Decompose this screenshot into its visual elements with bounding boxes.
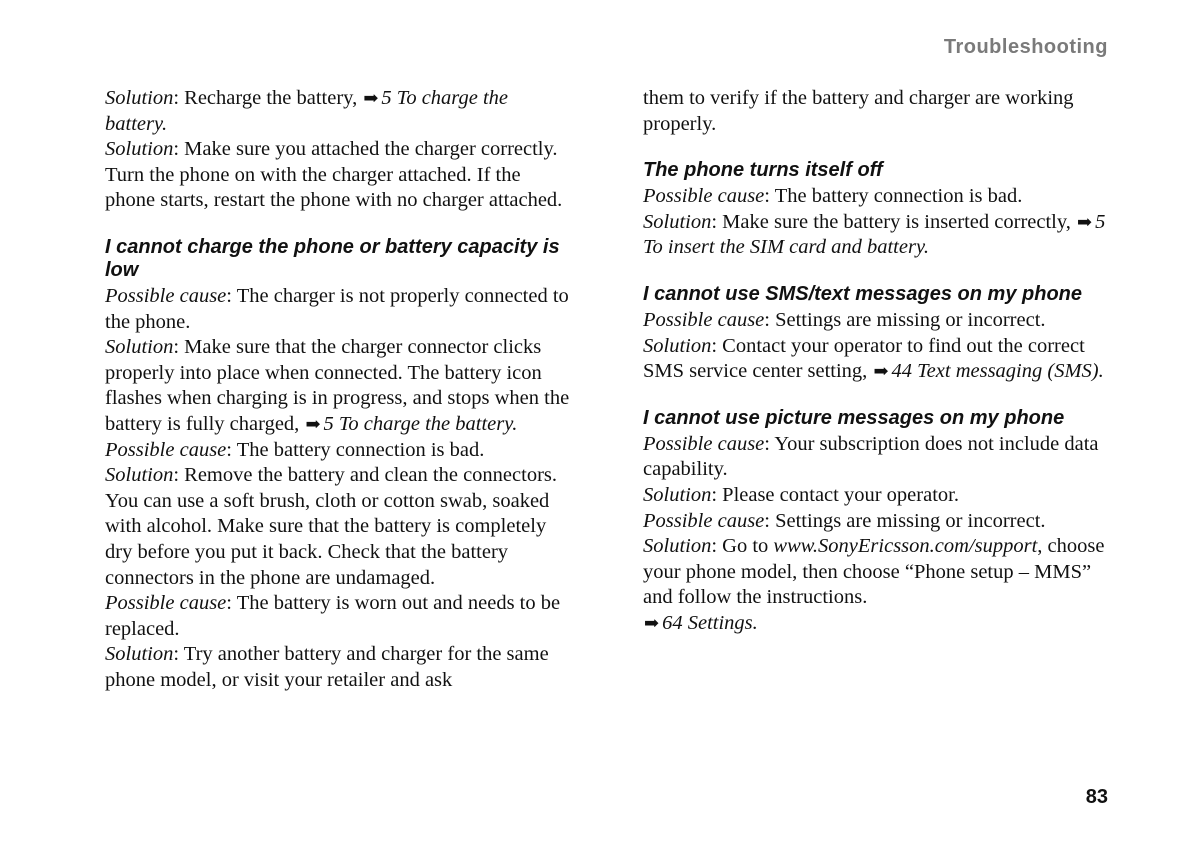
cause-paragraph — [643, 184, 1111, 210]
label: Solution — [643, 535, 712, 558]
body-text: : Please contact your operator. — [711, 483, 959, 506]
punctuation: . — [752, 611, 758, 634]
body-text: : The battery connection is bad. — [226, 438, 485, 461]
body-text: : Recharge the battery, — [173, 87, 363, 109]
continued-paragraph: them to verify if the battery and charger are working properly. — [643, 87, 1074, 135]
body-text: : Make sure that the charger connector clicks properly into place when connected. The battery icon flashes when charging is in progress, and stops when the battery is fully charged, — [105, 336, 570, 435]
section-heading: I cannot charge the phone or battery capacity is low — [105, 235, 560, 281]
section-heading: I cannot use picture messages on my phone — [643, 406, 1065, 429]
section-heading: I cannot use SMS/text messages on my phone — [643, 282, 1083, 305]
cause-paragraph — [643, 308, 1111, 334]
cross-reference[interactable]: 64 Settings — [662, 611, 753, 634]
label: Possible cause — [105, 284, 227, 307]
solution-paragraph — [643, 483, 1111, 509]
cross-reference[interactable]: 44 Text messaging (SMS) — [891, 360, 1099, 383]
label: Solution — [105, 643, 174, 666]
label: Solution — [643, 483, 712, 506]
solution-paragraph — [105, 86, 573, 137]
cause-paragraph — [105, 438, 573, 464]
page-number: 83 — [1085, 786, 1108, 808]
body-text: : Contact your operator to find out the correct SMS service center setting, — [643, 334, 1085, 383]
body-text: : Make sure the battery is inserted correctly, — [711, 210, 1077, 233]
solution-paragraph — [105, 335, 573, 437]
label: Possible cause — [643, 308, 765, 331]
section-heading: The phone turns itself off — [643, 159, 883, 182]
body-text: : Go to — [711, 535, 774, 558]
cross-reference[interactable]: 5 To charge the battery — [323, 412, 513, 435]
support-url-link[interactable]: www.SonyEricsson.com/support — [773, 535, 1038, 558]
cause-paragraph — [643, 432, 1111, 483]
reference-paragraph — [643, 611, 1111, 637]
label: Solution — [105, 138, 174, 161]
body-text: : Make sure you attached the charger correctly. Turn the phone on with the charger attached. If the phone starts, restart the phone with no charger attached. — [105, 138, 563, 212]
cross-reference[interactable]: 5 To charge the battery — [105, 87, 509, 135]
solution-paragraph — [643, 534, 1111, 611]
arrow-right-icon: ➡ — [363, 88, 379, 108]
label: Solution — [643, 210, 712, 233]
left-column — [105, 86, 573, 693]
right-column — [643, 86, 1111, 637]
body-text: : The battery connection is bad. — [764, 185, 1023, 208]
cause-paragraph — [105, 284, 573, 335]
body-text: , choose your phone model, then choose “Phone setup – MMS” and follow the instructions. — [643, 535, 1105, 609]
label: Possible cause — [643, 509, 765, 532]
body-text: : Remove the battery and clean the connectors. You can use a soft brush, cloth or cotton swab, soaked with alcohol. Make sure that the battery is completely dry before you put it back. Check that the battery connectors in the phone are undamaged. — [105, 464, 557, 589]
running-header: Troubleshooting — [943, 36, 1108, 58]
body-text: : The battery is worn out and needs to be replaced. — [105, 592, 561, 640]
arrow-right-icon: ➡ — [1077, 211, 1093, 232]
punctuation: . — [923, 236, 930, 259]
punctuation: . — [1098, 360, 1104, 383]
solution-paragraph — [105, 642, 573, 693]
label: Possible cause — [643, 185, 765, 208]
label: Possible cause — [105, 592, 227, 615]
label: Possible cause — [105, 438, 227, 461]
cross-reference[interactable]: 5 To insert the SIM card and battery — [643, 210, 1106, 259]
solution-paragraph — [105, 137, 573, 214]
label: Possible cause — [643, 432, 765, 455]
cause-paragraph — [105, 591, 573, 642]
solution-paragraph — [643, 210, 1111, 261]
body-text: : Try another battery and charger for the same phone model, or visit your retailer and ask — [105, 643, 549, 691]
punctuation: . — [512, 412, 518, 435]
label: Solution — [643, 334, 712, 357]
solution-paragraph — [105, 463, 573, 591]
arrow-right-icon: ➡ — [873, 361, 889, 382]
label: Solution — [105, 87, 174, 109]
label: Solution — [105, 336, 174, 359]
body-text: : Settings are missing or incorrect. — [764, 509, 1046, 532]
body-text: : Settings are missing or incorrect. — [764, 308, 1046, 331]
body-text: : Your subscription does not include data capability. — [643, 432, 1099, 481]
punctuation: . — [161, 112, 168, 135]
solution-paragraph — [643, 334, 1111, 385]
body-text: : The charger is not properly connected to the phone. — [105, 284, 569, 333]
arrow-right-icon: ➡ — [644, 612, 660, 633]
label: Solution — [105, 464, 174, 487]
arrow-right-icon: ➡ — [305, 413, 321, 434]
cause-paragraph — [643, 509, 1111, 535]
